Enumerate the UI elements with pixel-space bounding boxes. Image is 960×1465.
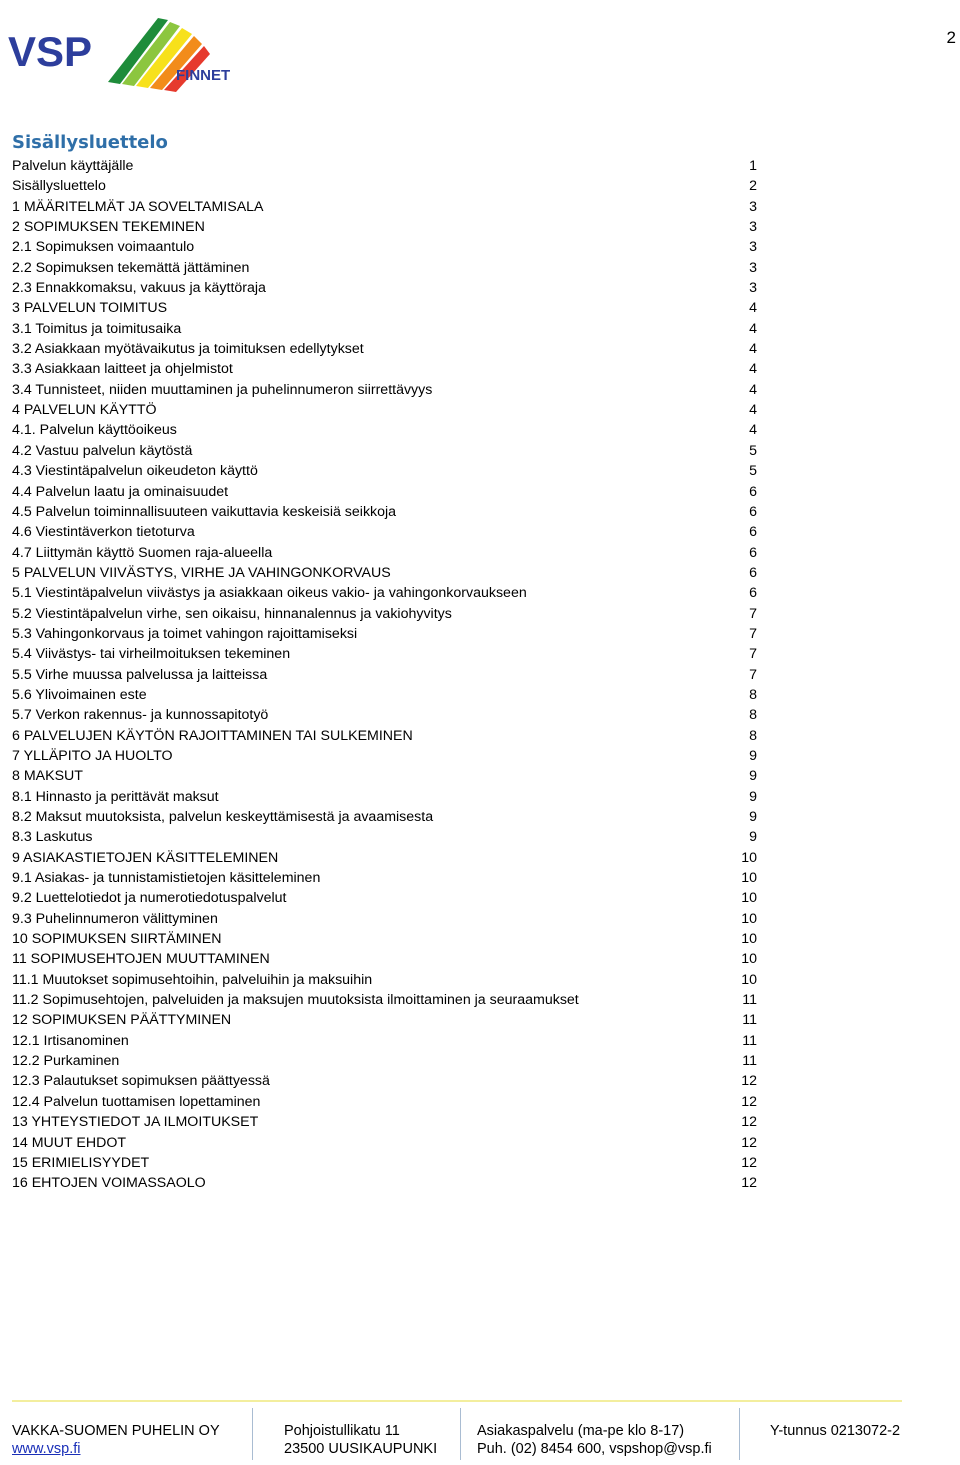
vsp-finnet-logo xyxy=(8,8,248,92)
toc-entry[interactable] xyxy=(12,482,757,502)
toc-entry-label: Palvelun käyttäjälle xyxy=(12,158,134,174)
toc-entry[interactable] xyxy=(12,1010,757,1030)
toc-entry[interactable] xyxy=(12,1112,757,1132)
toc-entry-page: 12 xyxy=(741,1134,757,1151)
toc-entry-page: 12 xyxy=(741,1175,757,1192)
toc-entry-label: 9.2 Luettelotiedot ja numerotiedotuspalvelut xyxy=(12,890,287,907)
toc-entry-label: 3.3 Asiakkaan laitteet ja ohjelmistot xyxy=(12,361,233,378)
toc-entry[interactable] xyxy=(12,746,757,766)
toc-entry[interactable] xyxy=(12,807,757,827)
toc-entry[interactable] xyxy=(12,1092,757,1112)
toc-entry-page: 9 xyxy=(749,829,757,846)
toc-entry[interactable] xyxy=(12,1071,757,1091)
toc-entry-page: 6 xyxy=(749,503,757,520)
toc-entry-page: 3 xyxy=(749,280,757,297)
toc-entry-page: 10 xyxy=(741,890,757,907)
toc-entry[interactable] xyxy=(12,319,757,339)
toc-entry-label: 2.1 Sopimuksen voimaantulo xyxy=(12,239,195,256)
toc-entry[interactable] xyxy=(12,156,757,176)
toc-entry-label: 5.4 Viivästys- tai virheilmoituksen tekeminen xyxy=(12,646,291,663)
toc-entry[interactable] xyxy=(12,298,757,318)
toc-entry[interactable] xyxy=(12,543,757,563)
toc-entry-label: 14 MUUT EHDOT xyxy=(12,1134,127,1151)
footer-address-col xyxy=(284,1404,464,1460)
toc-entry-label: 11 SOPIMUSEHTOJEN MUUTTAMINEN xyxy=(12,951,270,968)
toc-entry[interactable] xyxy=(12,665,757,685)
toc-entry[interactable] xyxy=(12,441,757,461)
toc-entry-label: 5.3 Vahingonkorvaus ja toimet vahingon rajoittamiseksi xyxy=(12,625,358,642)
toc-entry[interactable] xyxy=(12,461,757,481)
toc-entry-label: 8.2 Maksut muutoksista, palvelun keskeyttämisestä ja avaamisesta xyxy=(12,809,434,825)
toc-entry-label: 8.3 Laskutus xyxy=(12,829,93,846)
footer-contact: Puh. (02) 8454 600, vspshop@vsp.fi xyxy=(477,1441,712,1457)
toc-entry-page: 5 xyxy=(749,463,757,480)
toc-entry-label: 3.1 Toimitus ja toimitusaika xyxy=(12,320,182,337)
toc-entry-page: 10 xyxy=(741,951,757,968)
toc-entry-label: 2.2 Sopimuksen tekemättä jättäminen xyxy=(12,259,250,276)
toc-entry-label: 3.4 Tunnisteet, niiden muuttaminen ja puhelinnumeron siirrettävyys xyxy=(12,381,433,398)
toc-entry-label: 2 SOPIMUKSEN TEKEMINEN xyxy=(12,219,205,236)
toc-entry-page: 7 xyxy=(749,666,757,683)
logo-vsp-text: VSP xyxy=(8,28,93,75)
toc-entry[interactable] xyxy=(12,705,757,725)
toc-entry[interactable] xyxy=(12,339,757,359)
toc-entry[interactable] xyxy=(12,990,757,1010)
toc-entry-page: 9 xyxy=(749,747,757,764)
toc-entry[interactable] xyxy=(12,644,757,664)
footer-service-col xyxy=(477,1404,742,1460)
toc-entry-label: 4.2 Vastuu palvelun käytöstä xyxy=(12,442,193,459)
toc-entry-page: 8 xyxy=(749,727,757,744)
toc-entry-label: 12.2 Purkaminen xyxy=(12,1053,120,1070)
footer-business-id: Y-tunnus 0213072-2 xyxy=(770,1423,901,1439)
footer xyxy=(12,1404,917,1460)
toc-entry-page: 1 xyxy=(749,158,757,174)
toc-entry-label: 5.1 Viestintäpalvelun viivästys ja asiakkaan oikeus vakio- ja vahingonkorvaukseen xyxy=(12,585,527,602)
toc-entry-label: 5.2 Viestintäpalvelun virhe, sen oikaisu, hinnanalennus ja vakiohyvitys xyxy=(12,605,452,622)
toc-entry-page: 7 xyxy=(749,605,757,622)
toc-entry-page: 12 xyxy=(741,1114,757,1131)
toc-entry-label: 5.7 Verkon rakennus- ja kunnossapitotyö xyxy=(12,707,269,724)
toc-entry[interactable] xyxy=(12,522,757,542)
toc-entry-label: 4.5 Palvelun toiminnallisuuteen vaikuttavia keskeisiä seikkoja xyxy=(12,503,397,520)
toc-entry-page: 10 xyxy=(741,849,757,866)
toc-entry[interactable] xyxy=(12,848,757,868)
toc-entry[interactable] xyxy=(12,176,757,196)
toc-entry[interactable] xyxy=(12,563,757,583)
toc-entry[interactable] xyxy=(12,217,757,237)
toc-entry-page: 10 xyxy=(741,910,757,927)
toc-entry-page: 3 xyxy=(749,259,757,276)
footer-separator xyxy=(252,1408,253,1460)
toc-entry-label: 11.2 Sopimusehtojen, palveluiden ja maksujen muutoksista ilmoittaminen ja seuraamukset xyxy=(12,992,579,1009)
toc-list xyxy=(12,156,757,1194)
toc-entry[interactable] xyxy=(12,237,757,257)
toc-entry-label: 13 YHTEYSTIEDOT JA ILMOITUKSET xyxy=(12,1114,259,1131)
toc-entry-page: 4 xyxy=(749,361,757,378)
page-number: 2 xyxy=(946,28,956,47)
toc-entry-page: 7 xyxy=(749,625,757,642)
toc-entry-page: 3 xyxy=(749,239,757,256)
footer-street: Pohjoistullikatu 11 xyxy=(284,1423,400,1439)
toc-entry[interactable] xyxy=(12,827,757,847)
toc-entry-label: 10 SOPIMUKSEN SIIRTÄMINEN xyxy=(12,931,222,948)
toc-entry-label: 9 ASIAKASTIETOJEN KÄSITTELEMINEN xyxy=(12,849,279,866)
toc-entry[interactable] xyxy=(12,787,757,807)
toc-entry[interactable] xyxy=(12,970,757,990)
toc-entry[interactable] xyxy=(12,583,757,603)
toc-entry-page: 6 xyxy=(749,544,757,561)
toc-entry[interactable] xyxy=(12,909,757,929)
toc-entry[interactable] xyxy=(12,1153,757,1173)
toc-entry-page: 10 xyxy=(741,870,757,887)
toc-entry[interactable] xyxy=(12,1031,757,1051)
footer-city: 23500 UUSIKAUPUNKI xyxy=(284,1441,438,1457)
toc-entry[interactable] xyxy=(12,502,757,522)
toc-entry-label: 12.4 Palvelun tuottamisen lopettaminen xyxy=(12,1093,261,1110)
toc-entry-page: 2 xyxy=(749,178,757,195)
toc-entry[interactable] xyxy=(12,278,757,298)
toc-entry[interactable] xyxy=(12,766,757,786)
toc-entry-label: Sisällysluettelo xyxy=(12,178,106,195)
toc-entry-page: 4 xyxy=(749,300,757,317)
toc-entry-label: 11.1 Muutokset sopimusehtoihin, palveluihin ja maksuihin xyxy=(12,971,373,988)
toc-entry[interactable] xyxy=(12,1133,757,1153)
toc-entry-page: 3 xyxy=(749,198,757,215)
toc-entry-label: 9.1 Asiakas- ja tunnistamistietojen käsitteleminen xyxy=(12,870,321,887)
toc-entry-label: 4.6 Viestintäverkon tietoturva xyxy=(12,524,195,541)
toc-entry-label: 4.7 Liittymän käyttö Suomen raja-alueella xyxy=(12,544,273,561)
toc-entry-label: 1 MÄÄRITELMÄT JA SOVELTAMISALA xyxy=(12,198,264,215)
toc-entry-page: 11 xyxy=(742,1012,757,1029)
footer-separator xyxy=(739,1408,740,1460)
toc-entry-page: 4 xyxy=(749,320,757,337)
toc-entry-page: 12 xyxy=(741,1093,757,1110)
toc-entry-label: 8.1 Hinnasto ja perittävät maksut xyxy=(12,788,219,805)
toc-entry[interactable] xyxy=(12,685,757,705)
footer-company-col xyxy=(12,1404,247,1460)
toc-entry-page: 4 xyxy=(749,402,757,419)
toc-entry[interactable] xyxy=(12,726,757,746)
toc-entry-page: 9 xyxy=(749,768,757,785)
footer-website-link[interactable]: www.vsp.fi xyxy=(12,1441,81,1457)
toc-entry-page: 11 xyxy=(742,1032,757,1049)
toc-entry-label: 8 MAKSUT xyxy=(12,768,83,785)
toc-entry[interactable] xyxy=(12,949,757,969)
toc-entry-page: 5 xyxy=(749,442,757,459)
toc-entry-label: 3.2 Asiakkaan myötävaikutus ja toimituksen edellytykset xyxy=(12,341,364,358)
toc-entry-label: 6 PALVELUJEN KÄYTÖN RAJOITTAMINEN TAI SULKEMINEN xyxy=(12,727,413,744)
footer-company: VAKKA-SUOMEN PUHELIN OY xyxy=(12,1423,220,1439)
logo-finnet-text: FINNET xyxy=(176,67,231,84)
footer-service-hours: Asiakaspalvelu (ma-pe klo 8-17) xyxy=(477,1423,685,1439)
toc-entry-label: 5.5 Virhe muussa palvelussa ja laitteissa xyxy=(12,666,268,683)
toc-entry-page: 6 xyxy=(749,585,757,602)
toc-entry-page: 7 xyxy=(749,646,757,663)
toc-entry-label: 12.1 Irtisanominen xyxy=(12,1032,129,1049)
toc-entry-page: 4 xyxy=(749,381,757,398)
toc-entry-label: 4.1. Palvelun käyttöoikeus xyxy=(12,422,177,439)
toc-entry-page: 4 xyxy=(749,341,757,358)
toc-entry[interactable] xyxy=(12,888,757,908)
toc-entry-label: 4 PALVELUN KÄYTTÖ xyxy=(12,402,157,419)
toc-entry[interactable] xyxy=(12,400,757,420)
toc-entry-label: 2.3 Ennakkomaksu, vakuus ja käyttöraja xyxy=(12,280,266,297)
toc-entry[interactable] xyxy=(12,868,757,888)
toc-entry[interactable] xyxy=(12,197,757,217)
toc-entry[interactable] xyxy=(12,359,757,379)
toc-entry-page: 6 xyxy=(749,564,757,581)
toc-entry[interactable] xyxy=(12,258,757,278)
toc-entry[interactable] xyxy=(12,929,757,949)
toc-entry-page: 10 xyxy=(741,971,757,988)
toc-entry-page: 4 xyxy=(749,422,757,439)
toc-entry-label: 12.3 Palautukset sopimuksen päättyessä xyxy=(12,1073,270,1090)
toc-entry[interactable] xyxy=(12,1173,757,1193)
toc-entry[interactable] xyxy=(12,380,757,400)
toc-entry-page: 6 xyxy=(749,483,757,500)
toc-entry[interactable] xyxy=(12,420,757,440)
toc-entry-page: 11 xyxy=(742,1053,757,1070)
toc-entry-label: 16 EHTOJEN VOIMASSAOLO xyxy=(12,1175,206,1192)
toc-entry-label: 4.4 Palvelun laatu ja ominaisuudet xyxy=(12,483,229,500)
toc-entry-label: 4.3 Viestintäpalvelun oikeudeton käyttö xyxy=(12,463,258,480)
toc-entry[interactable] xyxy=(12,1051,757,1071)
toc-entry-page: 6 xyxy=(749,524,757,541)
toc-entry-page: 12 xyxy=(741,1073,757,1090)
toc-title: Sisällysluettelo xyxy=(12,132,168,153)
toc-entry-page: 11 xyxy=(742,992,757,1009)
toc-entry-label: 15 ERIMIELISYYDET xyxy=(12,1154,150,1171)
toc-entry-label: 5 PALVELUN VIIVÄSTYS, VIRHE JA VAHINGONKORVAUS xyxy=(12,564,391,581)
footer-divider xyxy=(12,1400,902,1402)
toc-entry-label: 5.6 Ylivoimainen este xyxy=(12,686,147,703)
toc-entry-label: 3 PALVELUN TOIMITUS xyxy=(12,300,168,317)
toc-entry-page: 9 xyxy=(749,788,757,805)
toc-entry-page: 8 xyxy=(749,686,757,703)
toc-entry-page: 9 xyxy=(749,809,757,825)
toc-entry-page: 3 xyxy=(749,219,757,236)
toc-entry-page: 8 xyxy=(749,707,757,724)
toc-entry-page: 10 xyxy=(741,931,757,948)
footer-id-col xyxy=(770,1404,917,1460)
footer-separator xyxy=(460,1408,461,1460)
toc-entry[interactable] xyxy=(12,624,757,644)
toc-entry[interactable] xyxy=(12,604,757,624)
toc-entry-page: 12 xyxy=(741,1154,757,1171)
toc-entry-label: 7 YLLÄPITO JA HUOLTO xyxy=(12,747,173,764)
toc-entry-label: 12 SOPIMUKSEN PÄÄTTYMINEN xyxy=(12,1012,232,1029)
toc-entry-label: 9.3 Puhelinnumeron välittyminen xyxy=(12,910,218,927)
